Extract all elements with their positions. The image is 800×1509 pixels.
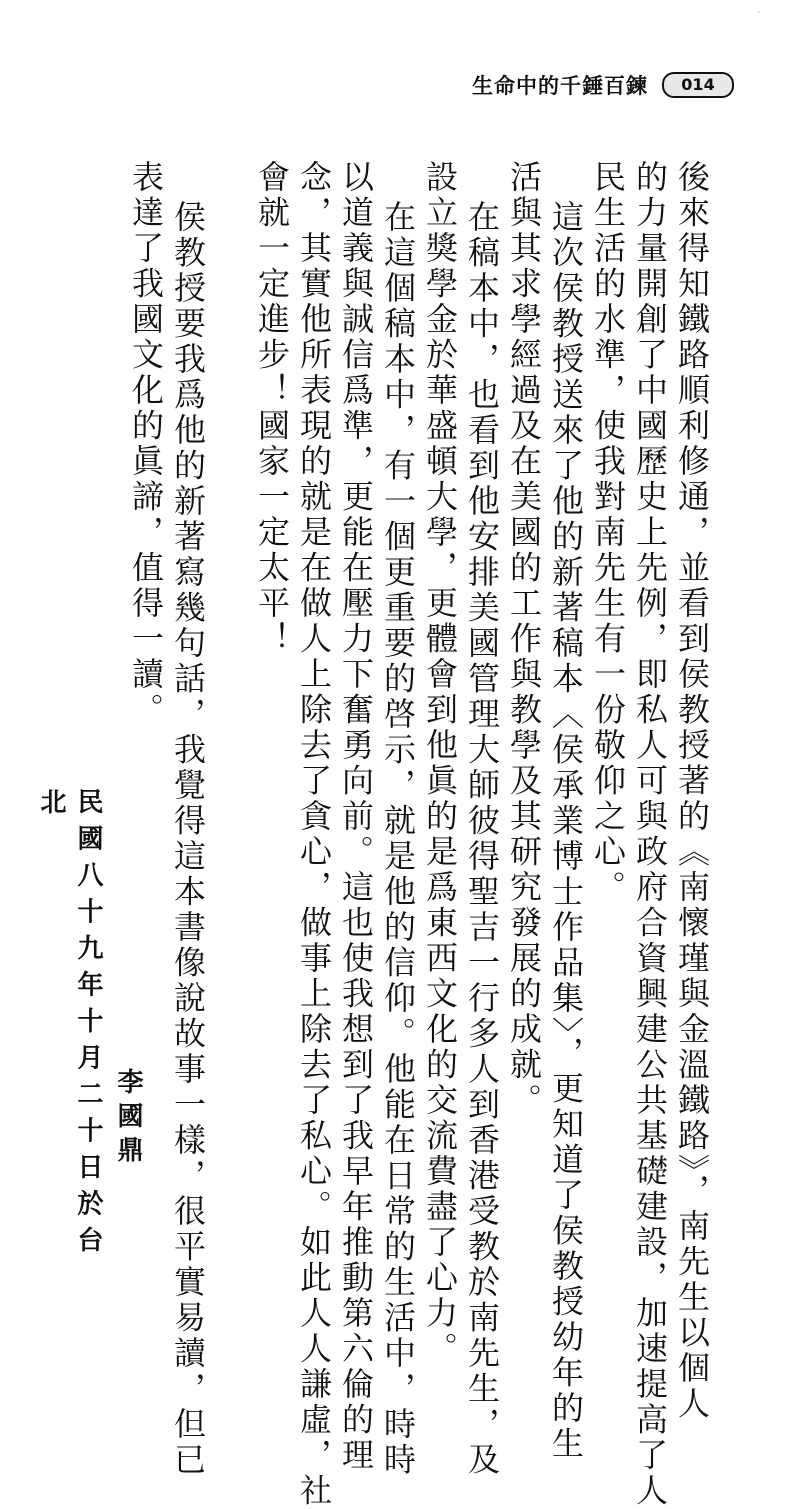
author-signature: 李國鼎 [113, 1068, 143, 1170]
text-column: 民生活的水準，使我對南先生有一份敬仰之心。 [589, 160, 627, 906]
dateline: 民國八十九年十月二十日於台北 [36, 788, 103, 1263]
page-number: 014 [662, 72, 734, 98]
text-column: 表達了我國文化的眞諦，值得一讀。 [127, 160, 165, 728]
text-column: 這次侯教授送來了他的新著稿本〈侯承業博士作品集〉，更知道了侯教授幼年的生 [547, 200, 585, 1462]
text-column: 念，其實他所表現的就是在做人上除去了貪心，做事上除去了私心。如此人人謙虛，社 [295, 160, 333, 1509]
running-title: 生命中的千錘百鍊 [472, 74, 648, 98]
scan-mark: · [757, 8, 760, 17]
text-column: 的力量開創了中國歷史上先例，即私人可與政府合資興建公共基礎建設，加速提高了人 [631, 160, 669, 1509]
text-column: 在這個稿本中，有一個更重要的啓示，就是他的信仰。他能在日常的生活中，時時 [379, 200, 417, 1478]
text-column: 後來得知鐵路順利修通，並看到侯教授著的《南懷瑾與金溫鐵路》，南先生以個人 [673, 160, 711, 1422]
text-column: 以道義與誠信爲準，更能在壓力下奮勇向前。這也使我想到了我早年推動第六倫的理 [337, 160, 375, 1474]
text-column: 侯教授要我爲他的新著寫幾句話，我覺得這本書像說故事一樣，很平實易讀，但已 [169, 200, 207, 1478]
text-column: 在稿本中，也看到他安排美國管理大師彼得聖吉一行多人到香港受教於南先生，及 [463, 200, 501, 1478]
text-column: 活與其求學經過及在美國的工作與教學及其研究發展的成就。 [505, 160, 543, 1119]
page-header [472, 70, 734, 100]
text-column: 會就一定進步！國家一定太平！ [253, 160, 291, 657]
text-column: 設立獎學金於華盛頓大學，更體會到他眞的是爲東西文化的交流費盡了心力。 [421, 160, 459, 1367]
